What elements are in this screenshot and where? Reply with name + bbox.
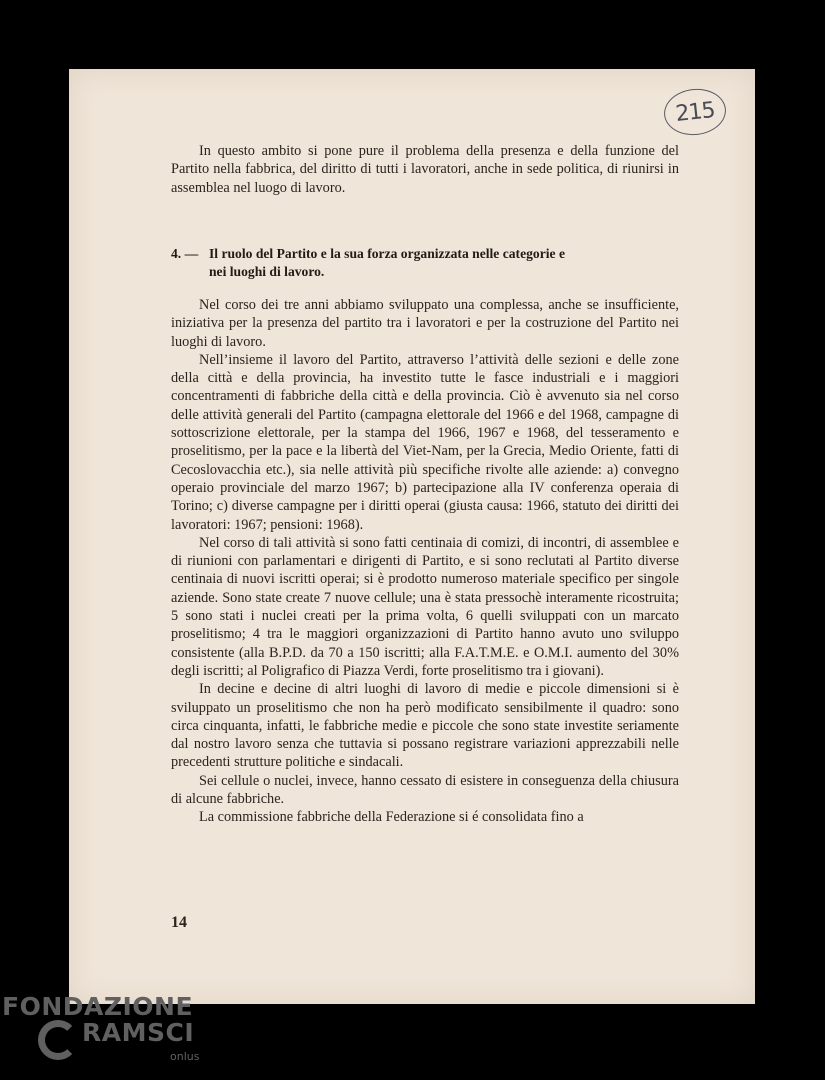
logo-line1: FONDAZIONE <box>2 992 194 1021</box>
section-heading <box>171 245 679 281</box>
logo-line3: onlus <box>170 1050 200 1063</box>
page-number: 14 <box>171 914 187 931</box>
fondazione-gramsci-logo <box>0 988 210 1080</box>
paragraph: Nell’insieme il lavoro del Partito, attraverso l’attività delle sezioni e delle zone della città e della provincia, ha investito tutte le fasce industriali e i maggiori concentramenti di fabbriche della città e della provincia. Ciò è avvenuto sia nel corso delle attività generali del Partito (campagna elettorale del 1966 e del 1968, campagne di sottoscrizione elettorale, per la stampa del 1966, 1967 e 1968, del tesseramento e proselitismo, per la pace e la libertà del Viet-Nam, per la Grecia, Medio Oriente, fatti di Cecoslovacchia etc.), sia nelle attività più specifiche rivolte alle aziende: a) convegno operaio provinciale del marzo 1967; b) partecipazione alla IV conferenza operaia di Torino; c) diverse campagne per i diritti operai (giusta causa: 1966, statuto dei diritti dei lavoratori: 1967; pensioni: 1968). <box>171 351 679 533</box>
paragraph: Sei cellule o nuclei, invece, hanno cessato di esistere in conseguenza della chiusura di alcune fabbriche. <box>171 772 679 808</box>
section-body <box>171 296 679 827</box>
intro-paragraph <box>171 142 679 197</box>
paragraph: In questo ambito si pone pure il problema della presenza e della funzione del Partito nella fabbrica, del diritto di tutti i lavoratori, anche in sede politica, di riunirsi in assemblea nel luogo di lavoro. <box>171 143 679 196</box>
section-title-line1: Il ruolo del Partito e la sua forza organizzata nelle categorie e <box>209 246 565 261</box>
paragraph: In decine e decine di altri luoghi di lavoro di medie e piccole dimensioni si è sviluppato un proselitismo che non ha però modificato sensibilmente il quadro: sono circa cinquanta, infatti, le fabbriche medie e piccole che sono state investite seriamente dal nostro lavoro senza che tuttavia si possano registrare variazioni apprezzabili nelle precedenti strutture politiche e sindacali. <box>171 681 679 771</box>
paragraph: Nel corso dei tre anni abbiamo sviluppato una complessa, anche se insufficiente, iniziativa per la presenza del partito tra i lavoratori e per la costruzione del Partito nei luoghi di lavoro. <box>171 297 679 350</box>
logo-g-icon <box>38 1020 78 1060</box>
paragraph: Nel corso di tali attività si sono fatti centinaia di comizi, di incontri, di assemblee e di riunioni con parlamentari e dirigenti di Partito, e si sono reclutati al Partito diverse centinaia di nuovi iscritti operai; si è prodotto numeroso materiale specifico per singole aziende. Sono state create 7 nuove cellule; una è stata pressochè interamente ricostruita; 5 sono stati i nuclei creati per la prima volta, 6 quelli sviluppati con un marcato proselitismo; 4 tra le maggiori organizzazioni di Partito hanno avuto uno sviluppo consistente (alla B.P.D. da 70 a 150 iscritti; alla F.A.T.M.E. e O.M.I. aumento del 30% degli iscritti; al Poligrafico di Piazza Verdi, forte proselitismo tra i giovani). <box>171 534 679 679</box>
logo-line2: RAMSCI <box>82 1018 195 1047</box>
section-title-line2: nei luoghi di lavoro. <box>209 264 325 279</box>
paragraph: La commissione fabbriche della Federazione si é consolidata fino a <box>199 809 584 826</box>
pencil-annotation: 215 <box>662 86 728 138</box>
section-number: 4. — <box>171 246 199 261</box>
document-page <box>69 69 755 1004</box>
